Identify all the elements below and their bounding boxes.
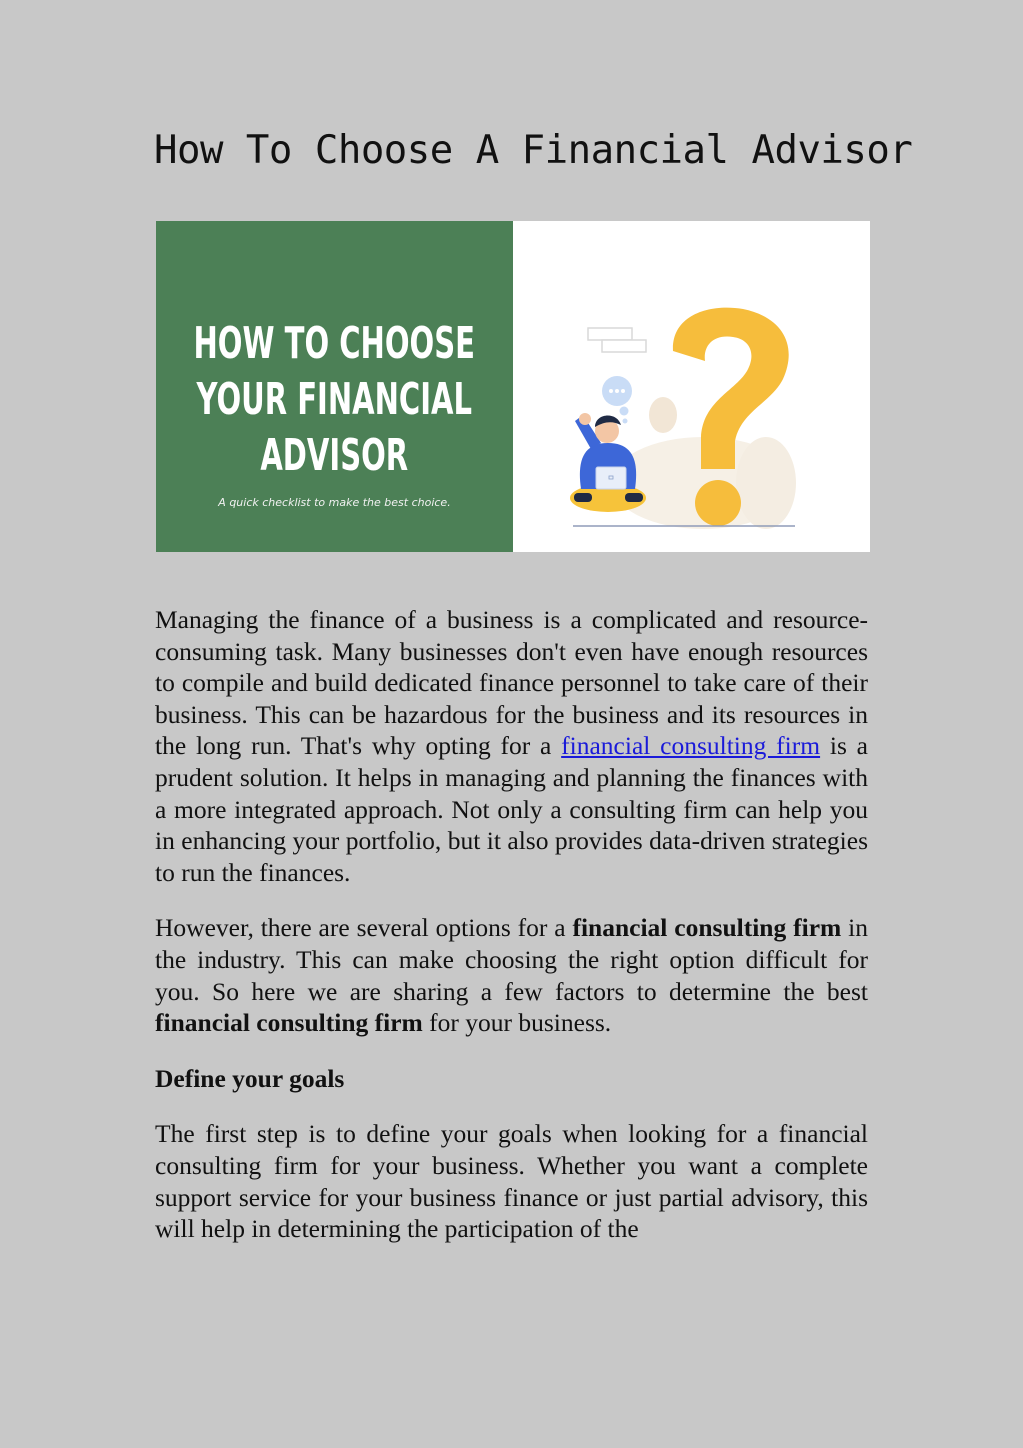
person-figure xyxy=(570,413,646,512)
article-body xyxy=(155,604,868,1269)
question-illustration xyxy=(513,221,870,552)
bold-keyword: financial consulting firm xyxy=(572,913,842,943)
options-paragraph xyxy=(155,912,868,1038)
bold-keyword: financial consulting firm xyxy=(155,1008,423,1038)
hero-heading-line: YOUR FINANCIAL xyxy=(196,374,473,425)
hero-illustration-panel xyxy=(513,221,870,552)
options-text: for your business. xyxy=(422,1008,612,1038)
page-title: How To Choose A Financial Advisor xyxy=(154,128,913,173)
hero-heading xyxy=(194,316,475,484)
background-blob xyxy=(649,397,677,433)
section-paragraph: The first step is to define your goals when looking for a financial consulting firm for your business. Whether you want a complete support service for your business finance or just partial advisory, this will help in determining the participation of the xyxy=(155,1119,868,1244)
floating-card-icon xyxy=(602,340,646,352)
question-dot xyxy=(695,480,741,526)
hero-green-panel xyxy=(156,221,513,552)
intro-paragraph xyxy=(155,604,868,888)
hero-subtitle: A quick checklist to make the best choice. xyxy=(218,496,451,509)
intro-text: Managing the finance of a business is a complicated and resource-consuming task. Many businesses don't even have enough resources to compile and build dedicated finance personnel to take care of their business. This can be hazardous for the business and its resources in the long run. That's why opting for a xyxy=(155,605,868,761)
hero-image xyxy=(156,221,870,552)
laptop-icon xyxy=(596,467,626,489)
intro-text: is a prudent solution. It helps in managing and planning the finances with a more integrated approach. Not only a consulting firm can help you in enhancing your portfolio, but it also provides data-driven strategies to run the finances. xyxy=(155,731,868,887)
floating-card-icon xyxy=(588,328,632,340)
section-heading: Define your goals xyxy=(155,1063,345,1093)
hero-heading-line: ADVISOR xyxy=(260,430,409,481)
hero-heading-line: HOW TO CHOOSE xyxy=(193,318,476,369)
options-text: in the industry. This can make choosing the right option difficult for you. So here we are sharing a few factors to determine the best xyxy=(155,913,868,1006)
background-blob xyxy=(736,437,796,529)
options-text: However, there are several options for a xyxy=(155,913,573,943)
financial-consulting-firm-link[interactable]: financial consulting firm xyxy=(561,731,821,761)
